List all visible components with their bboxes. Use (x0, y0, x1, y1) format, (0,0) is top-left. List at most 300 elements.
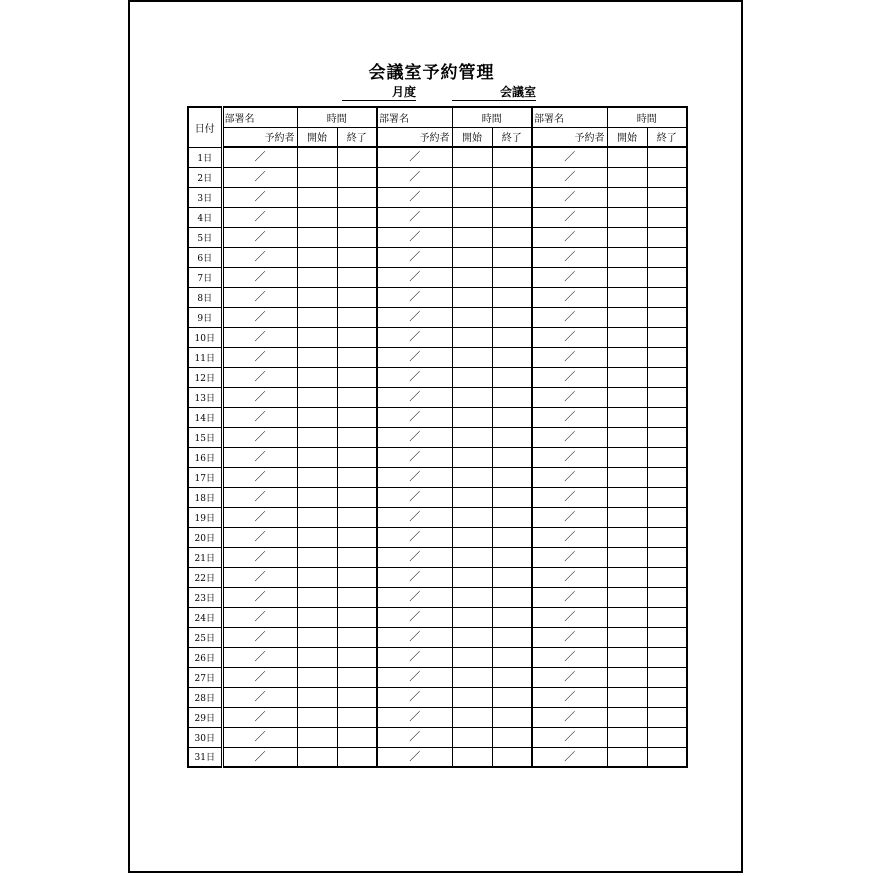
end-time-cell[interactable] (337, 587, 377, 607)
start-time-cell[interactable] (297, 407, 337, 427)
start-time-cell[interactable] (607, 267, 647, 287)
end-time-cell[interactable] (647, 187, 687, 207)
start-time-cell[interactable] (452, 187, 492, 207)
start-time-cell[interactable] (607, 347, 647, 367)
dept-booker-cell[interactable] (377, 187, 452, 207)
separator-slash: ／ (409, 530, 421, 543)
start-time-cell[interactable] (607, 447, 647, 467)
end-time-cell[interactable] (492, 367, 532, 387)
dept-booker-cell[interactable] (222, 347, 297, 367)
start-time-cell[interactable] (607, 507, 647, 527)
end-time-cell[interactable] (647, 307, 687, 327)
end-time-cell[interactable] (337, 687, 377, 707)
dept-booker-cell[interactable] (532, 647, 607, 667)
end-time-cell[interactable] (337, 227, 377, 247)
start-time-cell[interactable] (297, 167, 337, 187)
end-time-cell[interactable] (492, 287, 532, 307)
dept-booker-cell[interactable] (532, 187, 607, 207)
start-time-cell[interactable] (607, 327, 647, 347)
start-time-cell[interactable] (297, 707, 337, 727)
start-time-cell[interactable] (607, 647, 647, 667)
end-time-cell[interactable] (337, 507, 377, 527)
start-time-cell[interactable] (607, 247, 647, 267)
end-time-cell[interactable] (647, 347, 687, 367)
start-time-cell[interactable] (452, 587, 492, 607)
dept-booker-cell[interactable] (377, 527, 452, 547)
dept-booker-cell[interactable] (532, 147, 607, 167)
start-time-cell[interactable] (452, 387, 492, 407)
dept-booker-cell[interactable] (532, 627, 607, 647)
end-time-cell[interactable] (647, 207, 687, 227)
end-time-cell[interactable] (492, 267, 532, 287)
separator-slash: ／ (254, 190, 266, 203)
end-time-cell[interactable] (492, 387, 532, 407)
start-time-cell[interactable] (607, 707, 647, 727)
start-time-cell[interactable] (452, 167, 492, 187)
month-field[interactable]: 月度 (342, 84, 416, 101)
end-time-cell[interactable] (647, 707, 687, 727)
start-time-cell[interactable] (297, 307, 337, 327)
start-time-cell[interactable] (607, 307, 647, 327)
start-time-cell[interactable] (607, 527, 647, 547)
end-time-cell[interactable] (337, 627, 377, 647)
separator-slash: ／ (564, 570, 576, 583)
start-time-cell[interactable] (297, 227, 337, 247)
end-time-cell[interactable] (647, 747, 687, 767)
dept-booker-cell[interactable] (377, 467, 452, 487)
start-time-cell[interactable] (297, 147, 337, 167)
room-field[interactable]: 会議室 (452, 84, 536, 101)
separator-slash: ／ (564, 530, 576, 543)
start-time-cell[interactable] (607, 667, 647, 687)
start-time-cell[interactable] (297, 687, 337, 707)
dept-booker-cell[interactable] (532, 547, 607, 567)
start-time-cell[interactable] (452, 287, 492, 307)
dept-booker-cell[interactable] (222, 727, 297, 747)
end-time-cell[interactable] (337, 167, 377, 187)
dept-booker-cell[interactable] (532, 667, 607, 687)
dept-booker-cell[interactable] (532, 507, 607, 527)
end-time-cell[interactable] (647, 267, 687, 287)
dept-booker-cell[interactable] (377, 367, 452, 387)
dept-booker-cell[interactable] (377, 627, 452, 647)
dept-booker-cell[interactable] (222, 387, 297, 407)
end-time-cell[interactable] (492, 167, 532, 187)
dept-booker-cell[interactable] (532, 467, 607, 487)
start-time-cell[interactable] (297, 487, 337, 507)
end-time-cell[interactable] (492, 407, 532, 427)
dept-booker-cell[interactable] (532, 707, 607, 727)
end-time-cell[interactable] (647, 507, 687, 527)
dept-booker-cell[interactable] (222, 167, 297, 187)
dept-booker-cell[interactable] (377, 447, 452, 467)
end-time-cell[interactable] (337, 247, 377, 267)
separator-slash: ／ (564, 470, 576, 483)
end-time-cell[interactable] (337, 207, 377, 227)
start-time-cell[interactable] (607, 607, 647, 627)
end-time-cell[interactable] (492, 247, 532, 267)
end-time-cell[interactable] (492, 627, 532, 647)
end-time-cell[interactable] (492, 187, 532, 207)
dept-booker-cell[interactable] (222, 407, 297, 427)
end-time-cell[interactable] (337, 267, 377, 287)
end-time-cell[interactable] (337, 567, 377, 587)
dept-booker-cell[interactable] (532, 367, 607, 387)
start-time-cell[interactable] (297, 187, 337, 207)
end-time-cell[interactable] (492, 527, 532, 547)
start-time-cell[interactable] (452, 147, 492, 167)
end-time-cell[interactable] (647, 727, 687, 747)
start-time-cell[interactable] (297, 667, 337, 687)
start-time-cell[interactable] (297, 247, 337, 267)
dept-booker-cell[interactable] (222, 367, 297, 387)
start-time-cell[interactable] (607, 587, 647, 607)
dept-booker-cell[interactable] (222, 507, 297, 527)
separator-slash: ／ (409, 470, 421, 483)
start-time-cell[interactable] (297, 387, 337, 407)
dept-booker-cell[interactable] (222, 647, 297, 667)
start-time-cell[interactable] (452, 347, 492, 367)
end-time-cell[interactable] (492, 507, 532, 527)
start-time-cell[interactable] (297, 347, 337, 367)
end-time-cell[interactable] (492, 427, 532, 447)
end-time-cell[interactable] (337, 347, 377, 367)
separator-slash: ／ (254, 230, 266, 243)
start-time-cell[interactable] (452, 267, 492, 287)
dept-booker-cell[interactable] (532, 287, 607, 307)
start-time-cell[interactable] (607, 487, 647, 507)
start-time-cell[interactable] (607, 547, 647, 567)
dept-booker-cell[interactable] (377, 247, 452, 267)
dept-booker-cell[interactable] (532, 167, 607, 187)
start-time-cell[interactable] (297, 287, 337, 307)
start-time-cell[interactable] (607, 287, 647, 307)
dept-booker-cell[interactable] (222, 307, 297, 327)
end-time-cell[interactable] (492, 727, 532, 747)
end-time-cell[interactable] (337, 547, 377, 567)
start-time-cell[interactable] (297, 607, 337, 627)
start-time-cell[interactable] (607, 427, 647, 447)
dept-booker-cell[interactable] (377, 427, 452, 447)
end-time-cell[interactable] (647, 327, 687, 347)
booker-header: 予約者 (222, 127, 297, 147)
end-time-cell[interactable] (647, 367, 687, 387)
start-time-cell[interactable] (297, 327, 337, 347)
dept-booker-cell[interactable] (377, 167, 452, 187)
dept-booker-cell[interactable] (222, 327, 297, 347)
start-time-cell[interactable] (607, 627, 647, 647)
end-time-cell[interactable] (492, 327, 532, 347)
dept-booker-cell[interactable] (532, 447, 607, 467)
end-time-cell[interactable] (647, 687, 687, 707)
end-time-cell[interactable] (337, 707, 377, 727)
start-time-cell[interactable] (297, 507, 337, 527)
end-time-cell[interactable] (492, 707, 532, 727)
dept-booker-cell[interactable] (377, 487, 452, 507)
end-time-cell[interactable] (492, 567, 532, 587)
end-time-cell[interactable] (647, 467, 687, 487)
end-time-cell[interactable] (337, 387, 377, 407)
dept-booker-cell[interactable] (532, 267, 607, 287)
end-time-cell[interactable] (337, 727, 377, 747)
end-time-cell[interactable] (337, 607, 377, 627)
day-label: 17日 (188, 467, 222, 487)
dept-booker-cell[interactable] (377, 387, 452, 407)
end-time-cell[interactable] (647, 547, 687, 567)
start-time-cell[interactable] (452, 567, 492, 587)
dept-booker-cell[interactable] (377, 407, 452, 427)
end-time-cell[interactable] (492, 607, 532, 627)
dept-booker-cell[interactable] (377, 147, 452, 167)
dept-booker-cell[interactable] (222, 607, 297, 627)
start-time-cell[interactable] (452, 547, 492, 567)
start-time-cell[interactable] (297, 527, 337, 547)
separator-slash: ／ (409, 450, 421, 463)
dept-booker-cell[interactable] (222, 687, 297, 707)
start-time-cell[interactable] (297, 627, 337, 647)
start-time-cell[interactable] (607, 467, 647, 487)
start-time-cell[interactable] (297, 747, 337, 767)
end-time-cell[interactable] (337, 427, 377, 447)
dept-booker-cell[interactable] (377, 547, 452, 567)
end-time-cell[interactable] (647, 427, 687, 447)
end-time-cell[interactable] (647, 527, 687, 547)
booker-header: 予約者 (377, 127, 452, 147)
end-time-cell[interactable] (492, 587, 532, 607)
dept-booker-cell[interactable] (222, 527, 297, 547)
end-time-cell[interactable] (337, 147, 377, 167)
dept-booker-cell[interactable] (222, 287, 297, 307)
start-time-cell[interactable] (297, 207, 337, 227)
start-time-cell[interactable] (452, 247, 492, 267)
start-time-cell[interactable] (452, 307, 492, 327)
dept-booker-cell[interactable] (222, 267, 297, 287)
start-time-cell[interactable] (452, 367, 492, 387)
start-time-cell[interactable] (452, 727, 492, 747)
end-time-cell[interactable] (647, 487, 687, 507)
dept-booker-cell[interactable] (222, 747, 297, 767)
end-time-cell[interactable] (492, 147, 532, 167)
dept-booker-cell[interactable] (377, 327, 452, 347)
dept-booker-cell[interactable] (532, 587, 607, 607)
end-time-cell[interactable] (337, 367, 377, 387)
start-time-cell[interactable] (607, 567, 647, 587)
start-time-cell[interactable] (607, 387, 647, 407)
start-time-cell[interactable] (452, 427, 492, 447)
separator-slash: ／ (564, 310, 576, 323)
day-label: 5日 (188, 227, 222, 247)
dept-booker-cell[interactable] (377, 687, 452, 707)
start-time-cell[interactable] (452, 667, 492, 687)
end-time-cell[interactable] (337, 187, 377, 207)
dept-booker-cell[interactable] (222, 247, 297, 267)
end-time-cell[interactable] (492, 347, 532, 367)
end-time-cell[interactable] (492, 747, 532, 767)
start-time-cell[interactable] (607, 687, 647, 707)
dept-booker-cell[interactable] (377, 347, 452, 367)
end-time-cell[interactable] (492, 647, 532, 667)
start-time-cell[interactable] (452, 747, 492, 767)
start-time-cell[interactable] (607, 747, 647, 767)
end-time-cell[interactable] (492, 207, 532, 227)
dept-booker-cell[interactable] (377, 747, 452, 767)
dept-booker-cell[interactable] (222, 227, 297, 247)
end-time-cell[interactable] (647, 667, 687, 687)
dept-booker-cell[interactable] (532, 487, 607, 507)
start-time-cell[interactable] (452, 407, 492, 427)
end-time-cell[interactable] (492, 307, 532, 327)
end-time-cell[interactable] (647, 227, 687, 247)
end-time-cell[interactable] (337, 667, 377, 687)
dept-booker-cell[interactable] (377, 227, 452, 247)
end-time-cell[interactable] (647, 647, 687, 667)
dept-booker-cell[interactable] (532, 687, 607, 707)
start-time-cell[interactable] (452, 327, 492, 347)
start-time-cell[interactable] (297, 547, 337, 567)
end-time-cell[interactable] (492, 487, 532, 507)
end-time-cell[interactable] (647, 607, 687, 627)
start-time-cell[interactable] (452, 647, 492, 667)
start-time-cell[interactable] (297, 447, 337, 467)
dept-booker-cell[interactable] (222, 547, 297, 567)
dept-booker-cell[interactable] (532, 327, 607, 347)
dept-booker-cell[interactable] (222, 447, 297, 467)
end-time-cell[interactable] (647, 167, 687, 187)
start-time-cell[interactable] (297, 427, 337, 447)
end-time-cell[interactable] (492, 687, 532, 707)
end-time-cell[interactable] (492, 447, 532, 467)
end-time-cell[interactable] (647, 147, 687, 167)
dept-booker-cell[interactable] (377, 287, 452, 307)
dept-booker-cell[interactable] (532, 407, 607, 427)
end-time-cell[interactable] (647, 387, 687, 407)
end-time-cell[interactable] (337, 327, 377, 347)
dept-booker-cell[interactable] (377, 647, 452, 667)
dept-booker-cell[interactable] (532, 307, 607, 327)
table-row (188, 727, 687, 747)
start-time-cell[interactable] (297, 587, 337, 607)
start-time-cell[interactable] (297, 567, 337, 587)
start-time-cell[interactable] (452, 467, 492, 487)
dept-booker-cell[interactable] (222, 707, 297, 727)
dept-booker-cell[interactable] (532, 527, 607, 547)
start-time-cell[interactable] (452, 507, 492, 527)
dept-booker-cell[interactable] (532, 727, 607, 747)
day-label: 28日 (188, 687, 222, 707)
dept-booker-cell[interactable] (222, 487, 297, 507)
dept-booker-cell[interactable] (377, 587, 452, 607)
start-time-cell[interactable] (297, 267, 337, 287)
dept-booker-cell[interactable] (222, 147, 297, 167)
end-time-cell[interactable] (337, 307, 377, 327)
start-time-cell[interactable] (452, 707, 492, 727)
dept-booker-cell[interactable] (222, 427, 297, 447)
dept-booker-cell[interactable] (532, 607, 607, 627)
dept-booker-cell[interactable] (532, 227, 607, 247)
start-time-cell[interactable] (297, 727, 337, 747)
end-time-cell[interactable] (337, 407, 377, 427)
end-time-cell[interactable] (337, 747, 377, 767)
start-time-cell[interactable] (452, 487, 492, 507)
dept-booker-cell[interactable] (222, 467, 297, 487)
start-time-cell[interactable] (452, 227, 492, 247)
start-time-cell[interactable] (452, 527, 492, 547)
separator-slash: ／ (409, 410, 421, 423)
dept-booker-cell[interactable] (377, 607, 452, 627)
end-time-cell[interactable] (647, 587, 687, 607)
start-time-cell[interactable] (452, 687, 492, 707)
dept-booker-cell[interactable] (222, 587, 297, 607)
end-time-cell[interactable] (492, 227, 532, 247)
dept-booker-cell[interactable] (222, 207, 297, 227)
dept-booker-cell[interactable] (222, 567, 297, 587)
dept-booker-cell[interactable] (222, 667, 297, 687)
end-time-cell[interactable] (337, 447, 377, 467)
day-label: 6日 (188, 247, 222, 267)
dept-booker-cell[interactable] (532, 207, 607, 227)
dept-booker-cell[interactable] (532, 747, 607, 767)
end-time-cell[interactable] (337, 287, 377, 307)
start-time-cell[interactable] (452, 447, 492, 467)
start-time-cell[interactable] (607, 367, 647, 387)
dept-booker-cell[interactable] (377, 727, 452, 747)
separator-slash: ／ (564, 510, 576, 523)
start-time-cell[interactable] (452, 207, 492, 227)
end-time-cell[interactable] (337, 487, 377, 507)
separator-slash: ／ (409, 190, 421, 203)
end-time-cell[interactable] (647, 447, 687, 467)
end-time-cell[interactable] (492, 547, 532, 567)
dept-booker-cell[interactable] (222, 627, 297, 647)
start-time-cell[interactable] (607, 167, 647, 187)
dept-booker-cell[interactable] (377, 307, 452, 327)
end-time-cell[interactable] (492, 467, 532, 487)
start-time-cell[interactable] (607, 407, 647, 427)
end-time-cell[interactable] (337, 467, 377, 487)
dept-booker-cell[interactable] (377, 507, 452, 527)
end-time-cell[interactable] (647, 247, 687, 267)
dept-booker-cell[interactable] (532, 567, 607, 587)
start-time-cell[interactable] (297, 467, 337, 487)
dept-booker-cell[interactable] (377, 567, 452, 587)
end-time-cell[interactable] (647, 407, 687, 427)
start-time-cell[interactable] (607, 727, 647, 747)
end-time-cell[interactable] (492, 667, 532, 687)
dept-booker-cell[interactable] (532, 427, 607, 447)
end-time-cell[interactable] (647, 567, 687, 587)
dept-booker-cell[interactable] (377, 667, 452, 687)
start-time-cell[interactable] (297, 367, 337, 387)
start-time-cell[interactable] (607, 147, 647, 167)
dept-booker-cell[interactable] (377, 267, 452, 287)
end-time-cell[interactable] (337, 527, 377, 547)
start-time-cell[interactable] (452, 627, 492, 647)
start-time-cell[interactable] (297, 647, 337, 667)
dept-booker-cell[interactable] (532, 347, 607, 367)
start-time-cell[interactable] (607, 187, 647, 207)
end-time-cell[interactable] (647, 627, 687, 647)
dept-booker-cell[interactable] (532, 387, 607, 407)
start-time-cell[interactable] (607, 227, 647, 247)
dept-booker-cell[interactable] (377, 707, 452, 727)
start-time-cell[interactable] (452, 607, 492, 627)
end-time-cell[interactable] (647, 287, 687, 307)
dept-booker-cell[interactable] (377, 207, 452, 227)
start-time-cell[interactable] (607, 207, 647, 227)
dept-booker-cell[interactable] (222, 187, 297, 207)
dept-booker-cell[interactable] (532, 247, 607, 267)
end-time-cell[interactable] (337, 647, 377, 667)
